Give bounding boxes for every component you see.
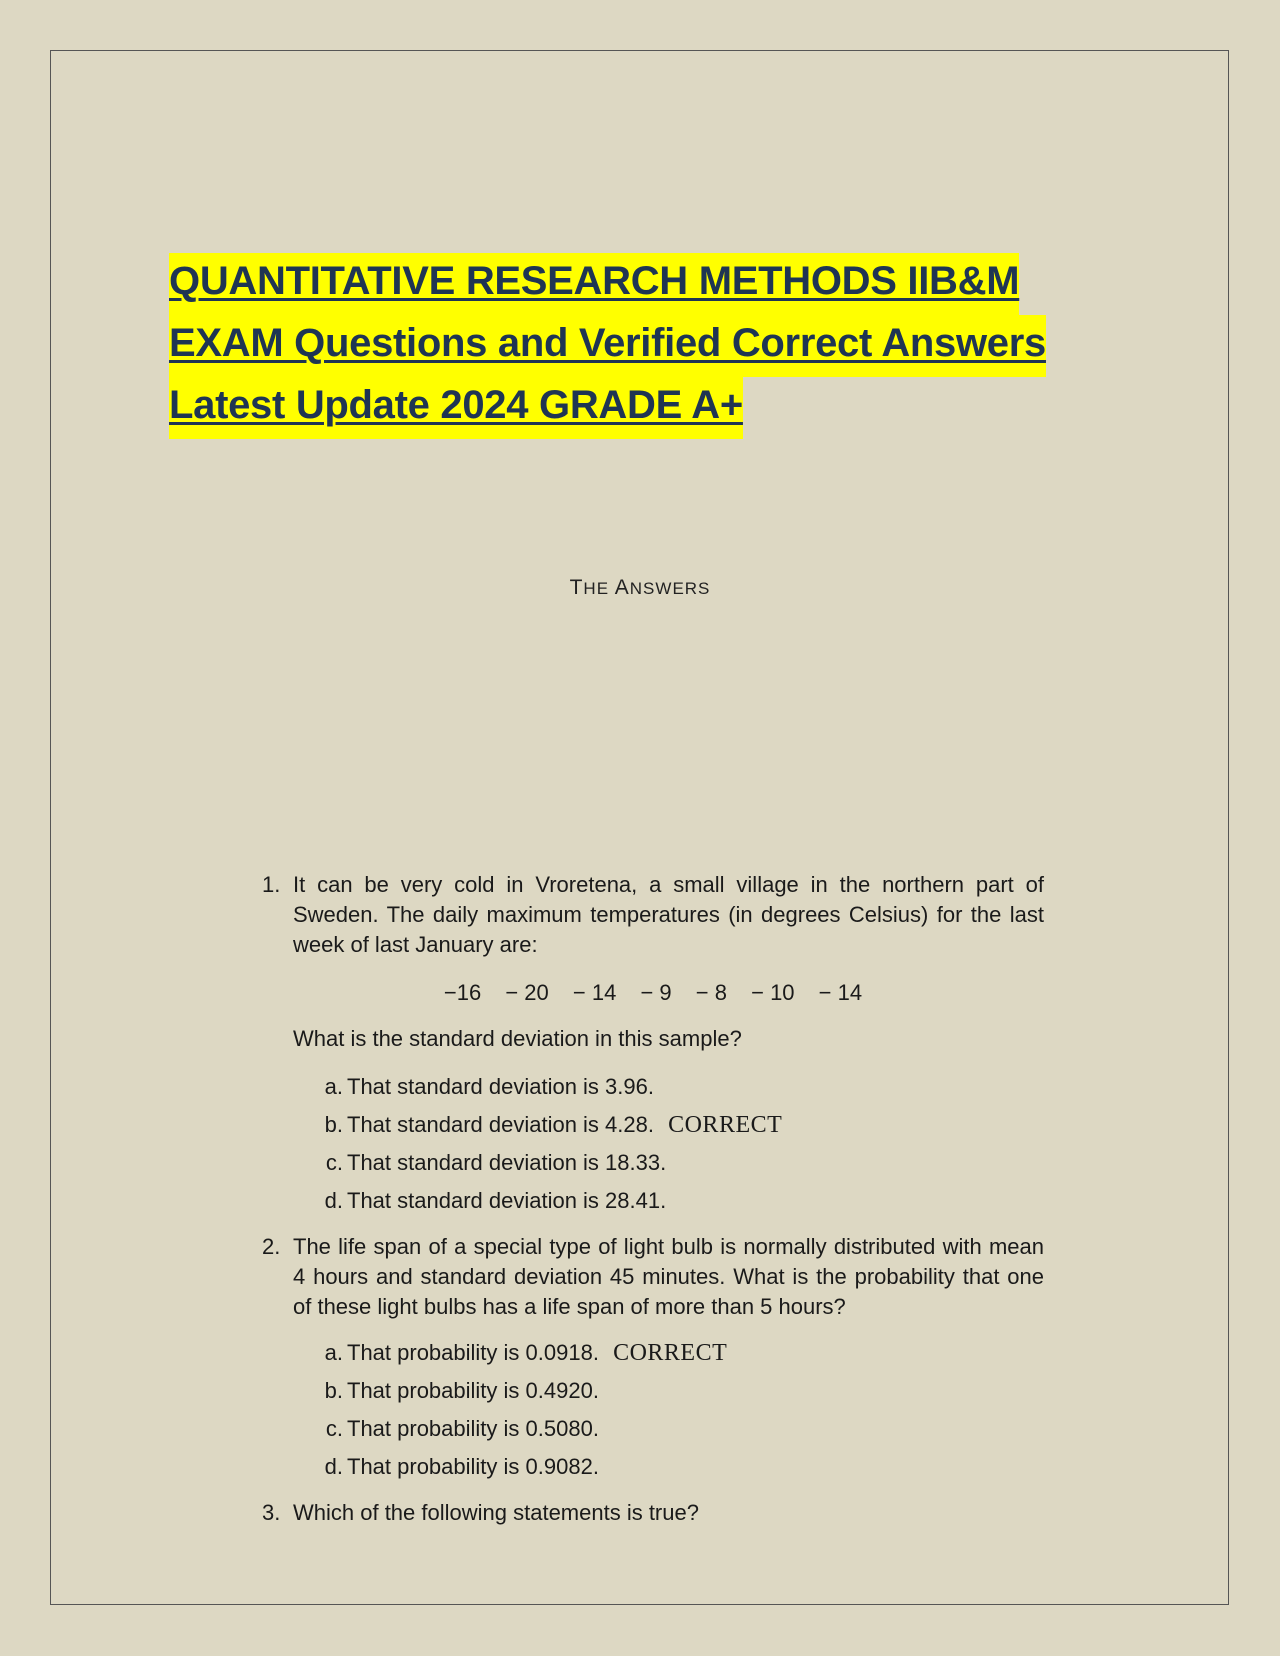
question-text: It can be very cold in Vroretena, a small village in the northern part of Sweden. The daily maximum temperatures (in degrees Celsius) for the last week of last January are: (293, 872, 1044, 957)
answer-option (293, 1334, 1044, 1372)
question-number: 2. (262, 1234, 281, 1259)
title-line: Latest Update 2024 GRADE A+ (169, 377, 743, 439)
title-line: EXAM Questions and Verified Correct Answers (169, 315, 1046, 377)
option-text: That standard deviation is 28.41. (347, 1188, 667, 1213)
question-number: 1. (262, 872, 281, 897)
question-text: Which of the following statements is true? (293, 1500, 699, 1525)
section-subtitle: THE ANSWERS (569, 576, 711, 599)
temperature-data (262, 978, 1044, 1008)
data-value: −16 (443, 980, 482, 1005)
option-letter: b. (324, 1112, 343, 1137)
option-letter: c. (325, 1416, 343, 1441)
option-letter: b. (324, 1378, 343, 1403)
answer-options (262, 1068, 1044, 1220)
data-value: − 8 (695, 980, 727, 1005)
option-text: That probability is 0.0918. (347, 1340, 599, 1365)
question-number: 3. (262, 1500, 281, 1525)
answer-option (293, 1410, 1044, 1448)
correct-mark: CORRECT (613, 1340, 728, 1366)
option-letter: a. (324, 1340, 343, 1365)
question-2 (262, 1232, 1044, 1322)
data-value: − 9 (640, 980, 672, 1005)
correct-mark: CORRECT (668, 1112, 783, 1138)
answer-option (293, 1372, 1044, 1410)
question-1 (262, 870, 1044, 960)
option-letter: a. (324, 1074, 343, 1099)
option-letter: c. (325, 1150, 343, 1175)
option-text: That standard deviation is 18.33. (347, 1150, 667, 1175)
option-text: That probability is 0.4920. (347, 1378, 599, 1403)
option-text: That standard deviation is 4.28. (347, 1112, 654, 1137)
answer-options (262, 1334, 1044, 1486)
question-prompt: What is the standard deviation in this sample? (293, 1026, 742, 1051)
answer-option (293, 1182, 1044, 1220)
option-text: That standard deviation is 3.96. (347, 1074, 654, 1099)
document-title (169, 253, 1169, 439)
question-3 (262, 1498, 1044, 1528)
data-value: − 14 (818, 980, 863, 1005)
title-line: QUANTITATIVE RESEARCH METHODS IIB&M (169, 253, 1019, 315)
answer-option (293, 1068, 1044, 1106)
answer-option (293, 1448, 1044, 1486)
answer-option (293, 1144, 1044, 1182)
question-list (262, 870, 1044, 1528)
data-value: − 20 (505, 980, 549, 1005)
answer-option (293, 1106, 1044, 1144)
option-text: That probability is 0.5080. (347, 1416, 599, 1441)
option-letter: d. (324, 1188, 343, 1213)
option-letter: d. (324, 1454, 343, 1479)
data-value: − 14 (572, 980, 617, 1005)
data-value: − 10 (751, 980, 795, 1005)
question-text: The life span of a special type of light bulb is normally distributed with mean 4 hours and standard deviation 45 minutes. What is the probability that one of these light bulbs has a life span of more than 5 hours? (293, 1234, 1044, 1319)
option-text: That probability is 0.9082. (347, 1454, 599, 1479)
